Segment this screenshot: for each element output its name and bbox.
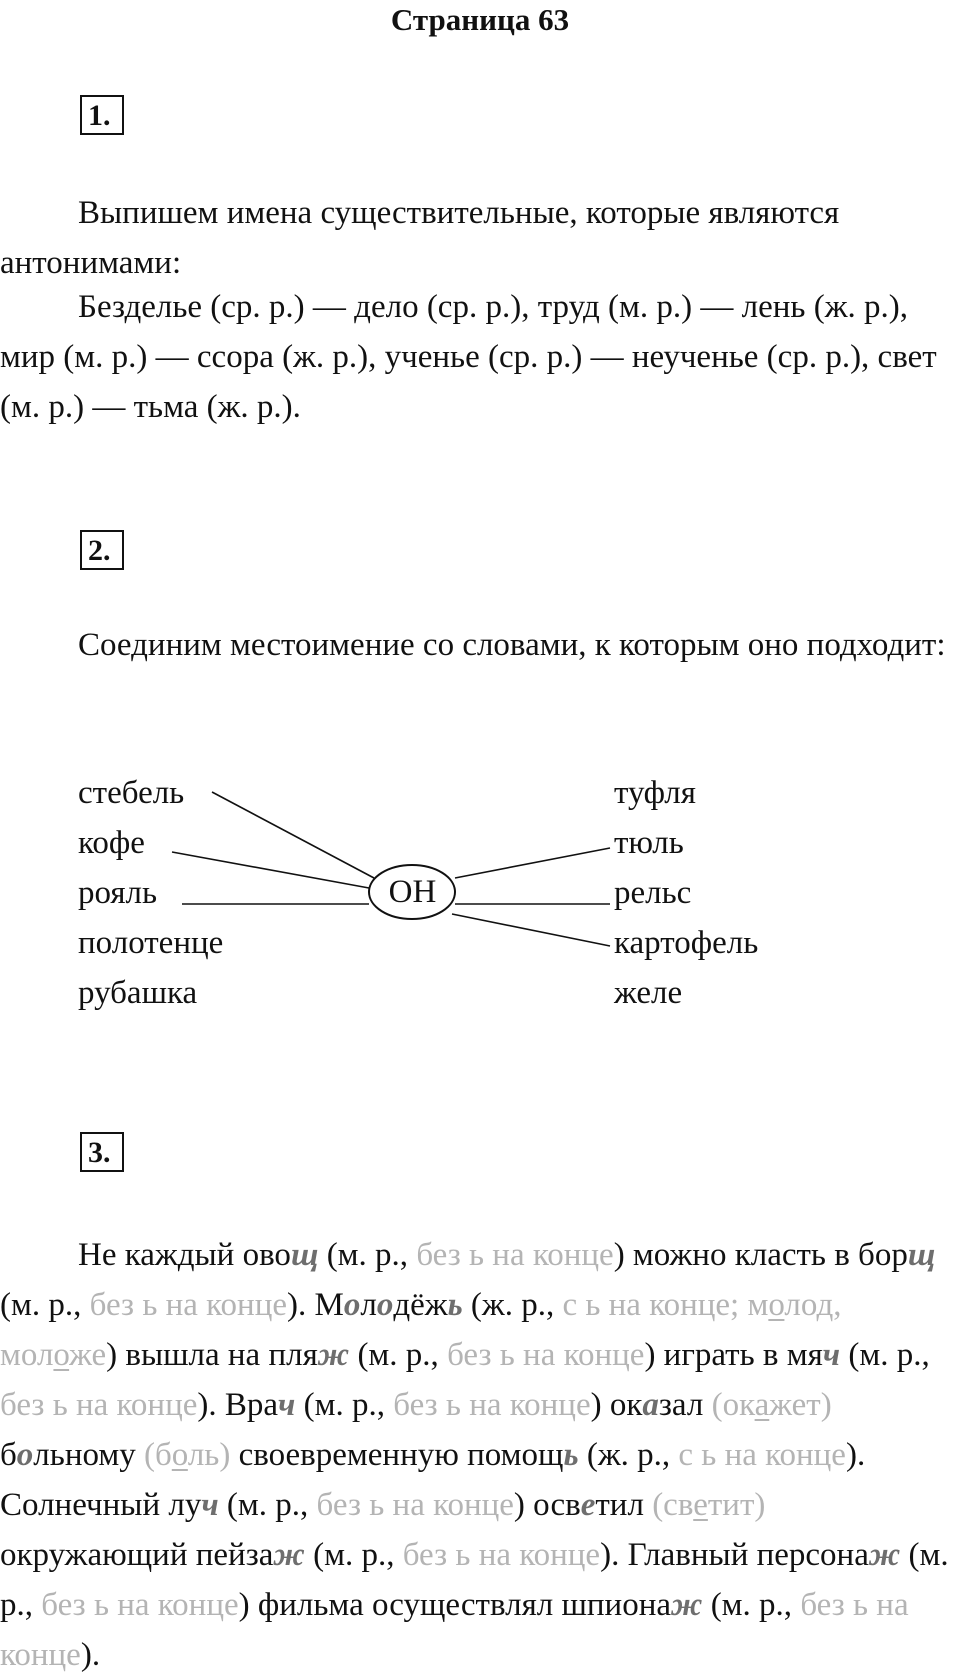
task-3-text-run: ). Главный персона	[600, 1537, 869, 1573]
left-word-stebel: стебель	[78, 775, 185, 811]
task-3-text-run: дёж	[393, 1287, 448, 1323]
gray-note: без ь на конце	[393, 1387, 591, 1423]
matching-diagram	[0, 780, 960, 950]
task-3-text-run: ) можно класть в бор	[613, 1237, 908, 1273]
gray-note-underlined: а	[754, 1387, 770, 1423]
gray-note: без ь на конце	[416, 1237, 614, 1273]
right-word-zhele: желе	[614, 975, 683, 1011]
gray-note-underlined: о	[53, 1337, 70, 1373]
gray-note: лод, мол	[0, 1287, 842, 1373]
gray-note: же	[69, 1337, 107, 1373]
task-3-text-run: ) играть в мя	[644, 1337, 823, 1373]
task-3-text-run: Не каждый ово	[78, 1237, 291, 1273]
gray-note: без ь на конце	[41, 1587, 239, 1623]
task-3-text-run: (м. р.,	[295, 1387, 394, 1423]
task-3-text-run: ) осв	[513, 1487, 581, 1523]
gray-note: без ь на конце	[89, 1287, 287, 1323]
task-3-text-run: б	[0, 1437, 17, 1473]
gray-note: без ь на конце	[0, 1587, 909, 1673]
inserted-letter: ч	[822, 1337, 841, 1373]
inserted-letter: о	[376, 1287, 394, 1323]
link-tyul	[455, 848, 610, 878]
task-2-number-text: 2	[88, 534, 103, 567]
right-word-rels: рельс	[614, 875, 692, 911]
task-3-text-run: (м. р.,	[0, 1537, 949, 1623]
gray-note: с ь на конце	[678, 1437, 846, 1473]
inserted-letter: о	[343, 1287, 361, 1323]
inserted-letter: а	[642, 1387, 659, 1423]
task-3-text-run: зал	[658, 1387, 712, 1423]
task-3-text-run: (м. р.,	[840, 1337, 930, 1373]
gray-note-underlined: о	[171, 1437, 188, 1473]
inserted-letter: ь	[447, 1287, 463, 1323]
gray-note: м	[739, 1287, 769, 1323]
task-3-text-run: (ж. р.,	[578, 1437, 679, 1473]
gray-note: без ь на конце	[0, 1387, 198, 1423]
task-3-text-run: ). Солнечный лу	[0, 1437, 866, 1523]
inserted-letter: е	[580, 1487, 596, 1523]
task-3-text-run: (м. р.,	[0, 1287, 90, 1323]
inserted-letter: ч	[278, 1387, 296, 1423]
task-3-text-run: льному	[33, 1437, 144, 1473]
inserted-letter: щ	[290, 1237, 319, 1273]
task-3-text-run: ) ок	[590, 1387, 643, 1423]
task-3-text-run: тил	[595, 1487, 653, 1523]
right-word-tuflya: туфля	[614, 775, 696, 811]
task-3-number: 3.	[80, 1132, 124, 1172]
task-3-text	[0, 1230, 955, 1680]
task-3-text-run: (м. р.,	[318, 1237, 417, 1273]
page-title: Страница 63	[390, 2, 570, 37]
gray-note: (ок	[711, 1387, 755, 1423]
pronoun-label: ОН	[388, 874, 437, 910]
task-3-text-run: ). Вра	[197, 1387, 279, 1423]
inserted-letter: ь	[563, 1437, 579, 1473]
gray-note: без ь на конце	[316, 1487, 514, 1523]
gray-note: без ь на конце	[447, 1337, 645, 1373]
task-1-answer: Безделье (ср. р.) — дело (ср. р.), труд (м. р.) — лень (ж. р.), мир (м. р.) — ссора (ж. р.), ученье (ср. р.) — неученье (ср. р.), свет (м. р.) — тьма (ж. р.).	[0, 289, 937, 425]
task-3-text-run: (м. р.,	[218, 1487, 317, 1523]
task-1-number: 1.	[80, 95, 124, 135]
gray-note: тит)	[707, 1487, 766, 1523]
right-word-kartofel: картофель	[614, 925, 759, 961]
task-3-text-run: (ж. р.,	[462, 1287, 563, 1323]
task-3-text-run: (м. р.,	[304, 1537, 403, 1573]
gray-note-underlined: о	[768, 1287, 785, 1323]
task-3-text-run: л	[360, 1287, 377, 1323]
task-3-text-run: ) вышла на пля	[106, 1337, 318, 1373]
task-3-text-run: ) фильма осуществлял шпиона	[238, 1587, 672, 1623]
link-stebel	[212, 792, 374, 878]
gray-note-underlined: е	[693, 1487, 708, 1523]
inserted-letter: ж	[317, 1337, 350, 1373]
gray-note: без ь на конце	[402, 1537, 601, 1573]
right-word-tyul: тюль	[614, 825, 684, 861]
inserted-letter: ч	[201, 1487, 219, 1523]
gray-note: с ь на конце;	[562, 1287, 740, 1323]
task-2-number: 2.	[80, 530, 124, 570]
inserted-letter: ж	[273, 1537, 305, 1573]
inserted-letter: ж	[868, 1537, 901, 1573]
task-1-number-text: 1	[88, 99, 103, 132]
inserted-letter: ж	[671, 1587, 703, 1623]
left-word-polotentse: полотенце	[78, 925, 224, 961]
gray-note: ль)	[187, 1437, 231, 1473]
task-3-text-run: ). М	[287, 1287, 344, 1323]
task-1-intro: Выпишем имена существительные, которые являются антонимами:	[0, 195, 840, 281]
gray-note: (б	[143, 1437, 172, 1473]
inserted-letter: щ	[907, 1237, 936, 1273]
task-3-number-text: 3	[88, 1136, 103, 1169]
left-word-kofe: кофе	[78, 825, 145, 861]
task-3-text-run: (м. р.,	[702, 1587, 801, 1623]
link-kofe	[172, 852, 369, 888]
task-3-text-run: (м. р.,	[349, 1337, 448, 1373]
gray-note: жет)	[769, 1387, 832, 1423]
link-kartofel	[452, 914, 610, 946]
task-3-text-run: окружающий пейза	[0, 1537, 274, 1573]
task-2-intro: Соединим местоимение со словами, к которым оно подходит:	[78, 627, 946, 663]
task-3-text-run: своевременную помощ	[230, 1437, 564, 1473]
gray-note: (св	[652, 1487, 694, 1523]
task-3-text-run: ).	[80, 1637, 101, 1673]
inserted-letter: о	[16, 1437, 34, 1473]
left-word-rubashka: рубашка	[78, 975, 198, 1011]
left-word-royal: рояль	[78, 875, 158, 911]
